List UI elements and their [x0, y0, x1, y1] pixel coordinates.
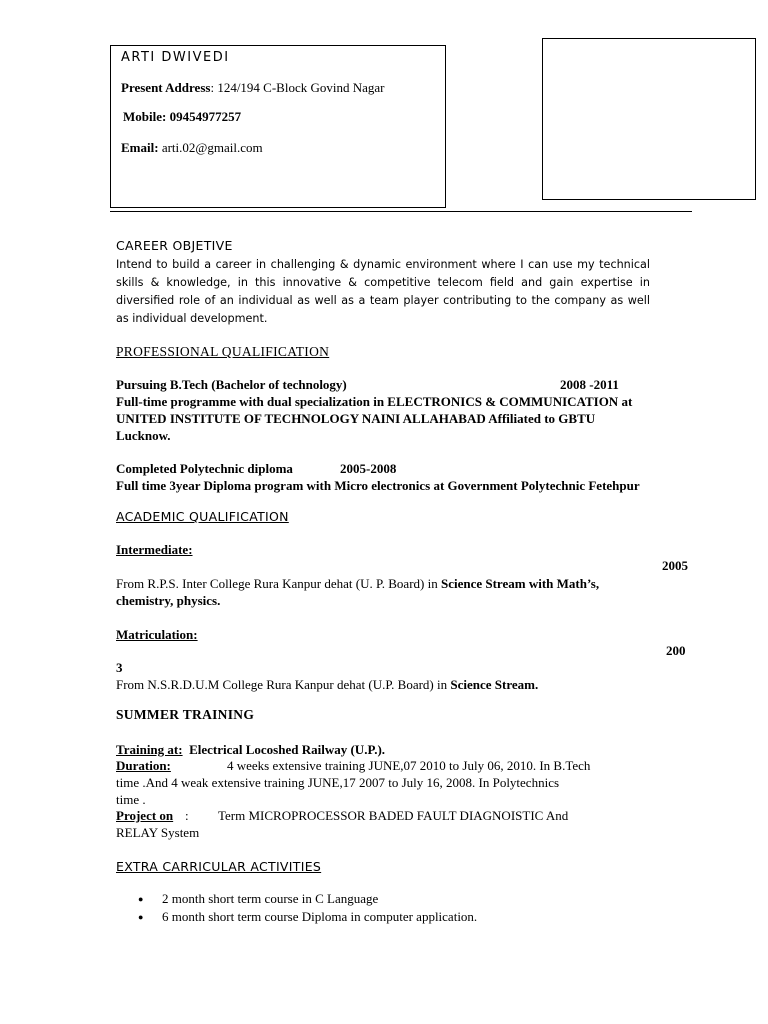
intermediate-label: Intermediate:: [116, 542, 193, 557]
email-value: arti.02@gmail.com: [158, 140, 263, 155]
matriculation-school: From N.S.R.D.U.M College Rura Kanpur dehat (U.P. Board) in: [116, 677, 451, 692]
polytechnic-line: Full time 3year Diploma program with Micro electronics at Government Polytechnic Fetehpur: [116, 478, 640, 493]
contact-box: [110, 45, 446, 208]
intermediate-stream: Science Stream with Math’s,: [440, 576, 600, 591]
career-objective-text: Intend to build a career in challenging & dynamic environment where I can use my technical skills & knowledge, in this innovative & competitive telecom field and gain expertise in diversified role of an individual as well as a team player contributing to the company as well as individual development.: [116, 258, 650, 325]
project-colon: :: [185, 808, 189, 823]
matriculation-year-part-1: 200: [666, 643, 686, 658]
duration-line-1: 4 weeks extensive training JUNE,07 2010 to July 06, 2010. In B.Tech: [227, 758, 591, 773]
email: [121, 140, 263, 156]
intermediate-year: 2005: [662, 558, 688, 573]
duration-label: Duration:: [116, 758, 171, 773]
training-at-label: Training at:: [116, 742, 183, 757]
project-line-1: Term MICROPROCESSOR BADED FAULT DIAGNOISTIC And: [218, 808, 569, 823]
matriculation-from: [116, 677, 538, 693]
photo-placeholder: [542, 38, 756, 200]
list-item: ● 2 month short term course in C Language: [138, 890, 477, 908]
matriculation-label: Matriculation:: [116, 627, 198, 642]
intermediate-from: [116, 576, 599, 592]
intermediate-stream-line-2: chemistry, physics.: [116, 593, 221, 608]
academic-qualification-heading: ACADEMIC QUALIFICATION: [116, 509, 289, 524]
address-label: Present Address: [121, 80, 211, 95]
candidate-name: ARTI DWIVEDI: [121, 50, 230, 65]
address-value: : 124/194 C-Block Govind Nagar: [210, 80, 385, 95]
polytechnic-years: 2005-2008: [340, 461, 397, 476]
btech-years: 2008 -2011: [560, 377, 619, 392]
header-divider: [110, 211, 692, 212]
extra-curricular-list: [138, 890, 477, 926]
btech-title: Pursuing B.Tech (Bachelor of technology): [116, 377, 347, 392]
training-at: [116, 742, 385, 758]
extra-curricular-heading: EXTRA CARRICULAR ACTIVITIES: [116, 859, 322, 874]
btech-line-3: Lucknow.: [116, 428, 171, 443]
intermediate-school: From R.P.S. Inter College Rura Kanpur dehat (U. P. Board) in: [116, 576, 441, 591]
training-at-value: Electrical Locoshed Railway (U.P.).: [189, 742, 386, 757]
matriculation-year-part-2: 3: [116, 660, 123, 675]
project-line-2: RELAY System: [116, 825, 200, 840]
summer-training-heading: SUMMER TRAINING: [116, 707, 255, 722]
duration-line-3: time .: [116, 792, 146, 807]
present-address: [121, 80, 385, 96]
btech-line-2: UNITED INSTITUTE OF TECHNOLOGY NAINI ALLAHABAD Affiliated to GBTU: [116, 411, 596, 426]
matriculation-stream: Science Stream.: [450, 677, 539, 692]
btech-line-1: Full-time programme with dual specialization in ELECTRONICS & COMMUNICATION at: [116, 394, 633, 409]
project-label: Project on: [116, 808, 174, 823]
duration-line-2: time .And 4 weak extensive training JUNE,17 2007 to July 16, 2008. In Polytechnics: [116, 775, 560, 790]
polytechnic-title: Completed Polytechnic diploma: [116, 461, 293, 476]
list-item: ● 6 month short term course Diploma in computer application.: [138, 908, 477, 926]
mobile-number: Mobile: 09454977257: [123, 109, 242, 124]
email-label: Email:: [121, 140, 159, 155]
career-objective-heading: CAREER OBJETIVE: [116, 238, 233, 253]
professional-qualification-heading: PROFESSIONAL QUALIFICATION: [116, 344, 330, 359]
